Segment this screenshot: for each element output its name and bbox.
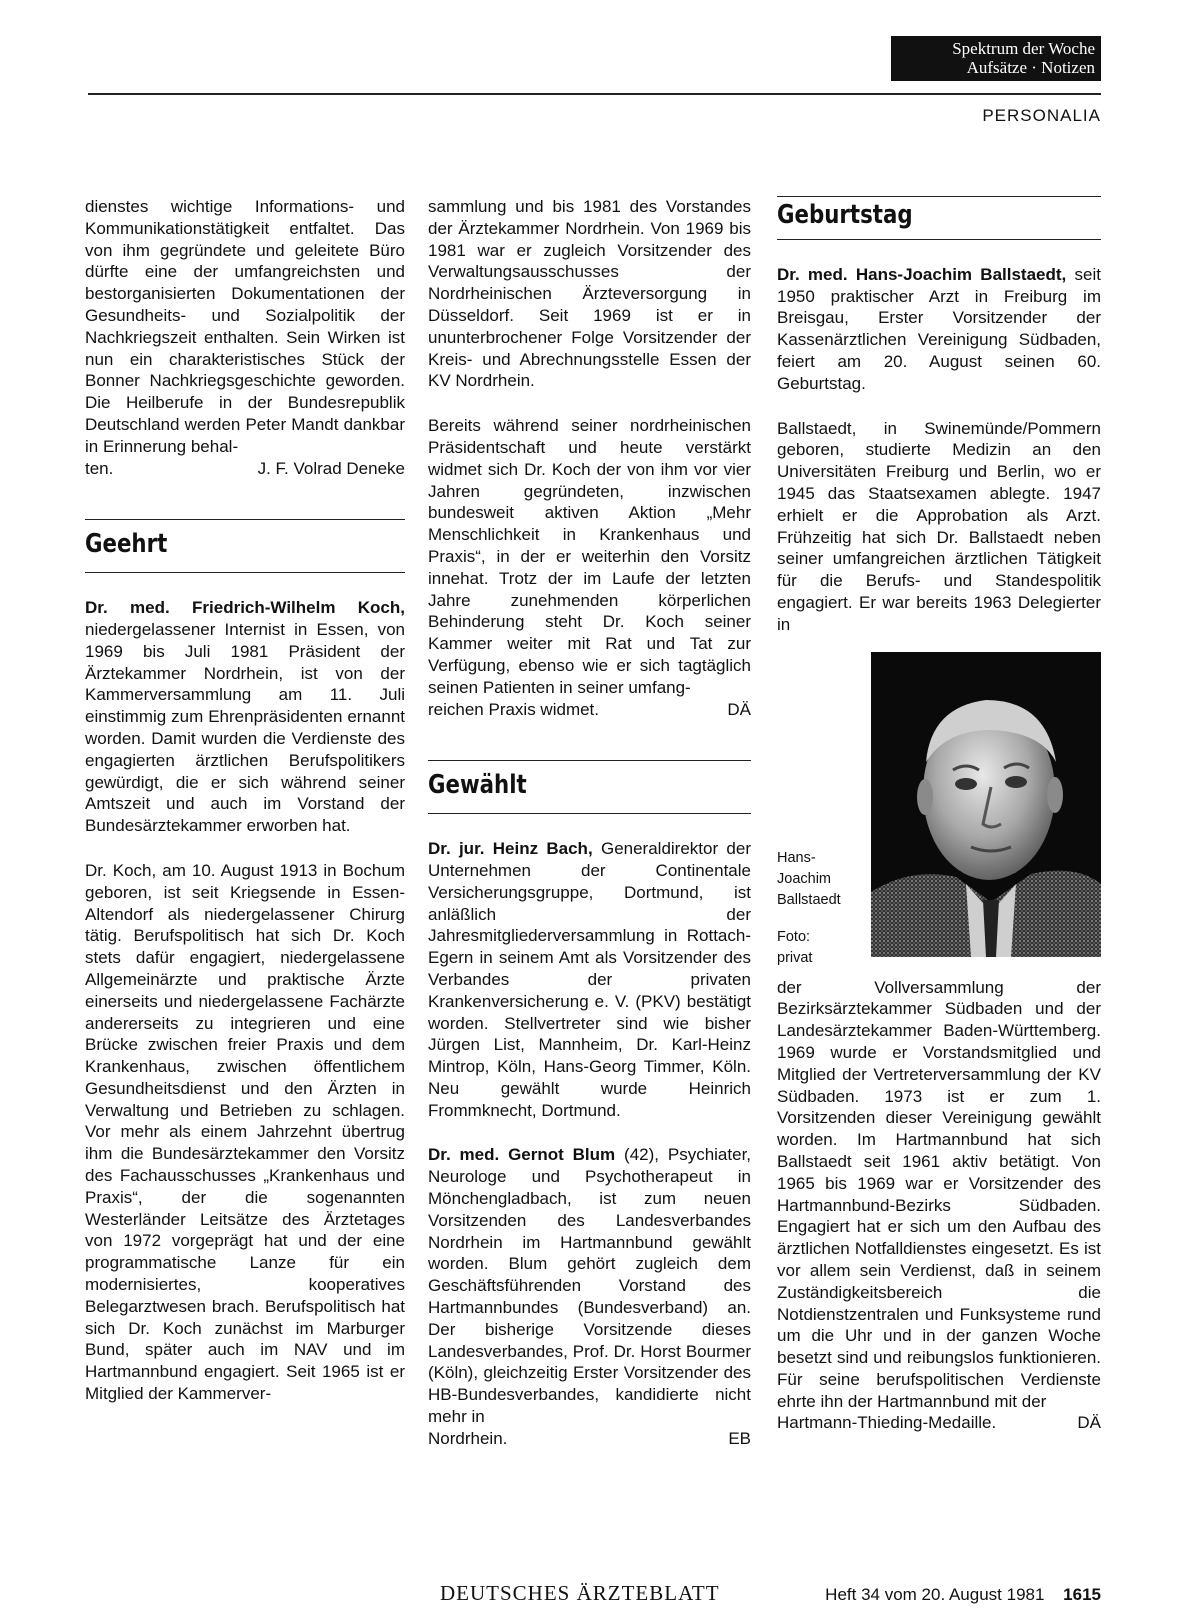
heading-wrap: [428, 761, 751, 813]
signature-row: [777, 1412, 1101, 1434]
paragraph: Ballstaedt, in Swinemünde/Pommern geboren, studierte Medizin an den Universitäten Freiburg und Berlin, wo er 1945 das Staatsexamen ablegte. 1947 erhielt er die Approbation als Arzt. Frühzeitig hat sich Dr. Ballstaedt neben seiner umfangreichen ärztlichen Tätigkeit für die Berufs- und Standespolitik engagiert. Er war bereits 1963 Delegierter in: [777, 418, 1101, 634]
section-label: PERSONALIA: [982, 106, 1101, 125]
signature-row: [85, 458, 405, 480]
paragraph-end: ten.: [85, 458, 114, 478]
paragraph: sammlung und bis 1981 des Vorstandes der Ärztekammer Nordrhein. Von 1969 bis 1981 war er zugleich Vorsitzender des Verwaltungsausschusses der Nordrheinischen Ärzteversorgung in Düsseldorf. Seit 1969 ist er in ununterbrochener Folge Vorsitzender der Kreis- und Abrechnungsstelle Essen der KV Nordrhein.: [428, 197, 751, 391]
caption-name-line: Joachim: [777, 870, 831, 887]
heading-geburtstag: Geburtstag: [777, 200, 913, 230]
signature-row: [428, 699, 751, 721]
section-header-box: [891, 36, 1101, 81]
issue-info: Heft 34 vom 20. August 1981: [825, 1585, 1045, 1604]
heading-geehrt: Geehrt: [85, 529, 168, 560]
column-3: [777, 196, 1101, 1434]
paragraph: [777, 264, 1101, 395]
column-2: [428, 196, 751, 1450]
heading-wrap: [85, 520, 405, 572]
paragraph: dienstes wichtige Informations- und Kommunikationstätigkeit entfaltet. Das von ihm gegründete und geleitete Büro dürfte eine der umfangreichsten und bestorganisierten Dokumentationen der Gesundheits- und Sozialpolitik der Nachkriegszeit enthalten. Sein Wirken ist nun ein charakteristisches Stück der Bonner Nachkriegsgeschichte geworden. Die Heilberufe in der Bundesrepublik Deutschland werden Peter Mandt dankbar in Erinnerung behal-: [85, 197, 405, 456]
heading-rule: [777, 239, 1101, 240]
journal-name: DEUTSCHES ÄRZTEBLATT: [440, 1581, 720, 1605]
paragraph-text: Generaldirektor der Unternehmen der Continentale Versicherungsgruppe, Dortmund, ist anläßlich der Jahresmitgliederversammlung in Rottach-Egern in seinem Amt als Vorsitzender des Verbandes der privaten Krankenversicherung e. V. (PKV) bestätigt worden. Stellvertreter sind wie bisher Jürgen List, Mannheim, Dr. Karl-Heinz Mintrop, Köln, Hans-Georg Timmer, Köln. Neu gewählt wurde Heinrich Frommknecht, Dortmund.: [428, 839, 751, 1120]
header-rule: [88, 93, 1101, 95]
header-box-line2: Aufsätze · Notizen: [966, 58, 1095, 77]
author-signature: J. F. Volrad Deneke: [257, 458, 405, 478]
heading-wrap: [777, 197, 1101, 239]
page-number: 1615: [1063, 1585, 1101, 1604]
signature-row: [428, 1428, 751, 1450]
caption-spacer: [777, 911, 867, 927]
paragraph-end: Nordrhein.: [428, 1428, 508, 1448]
heading-rule: [85, 572, 405, 573]
portrait-photo: [871, 652, 1101, 957]
paragraph: Bereits während seiner nordrheinischen Präsidentschaft und heute verstärkt widmet sich Dr. Koch der von ihm vor vier Jahren gegründeten, inzwischen bundesweit aktiven Aktion „Mehr Menschlichkeit in Krankenhaus und Praxis“, in der er weiterhin den Vorsitz innehat. Trotz der im Laufe der letzten Jahre zunehmenden körperlichen Behinderung steht Dr. Koch seiner Kammer weiter mit Rat und Tat zur Verfügung, ebenso wie er sich tagtäglich seinen Patienten in seiner umfang-: [428, 416, 751, 697]
paragraph: der Vollversammlung der Bezirksärztekammer Südbaden und der Landesärztekammer Baden-Württemberg. 1969 wurde er Vorstandsmitglied und Mitglied der Vertreterversammlung der KV Südbaden. 1973 ist er zum 1. Vorsitzenden dieser Vereinigung gewählt worden. Im Hartmannbund hat sich Ballstaedt seit 1961 aktiv betätigt. Von 1965 bis 1969 war er Vorsitzender des Hartmannbund-Bezirks Südbaden. Engagiert hat er sich um den Aufbau des ärztlichen Notfalldienstes eingesetzt. Es ist vor allem sein Verdienst, daß in seinem Zuständigkeitsbereich die Notdienstzentralen und Funksysteme rund um die Uhr und in der ganzen Woche besetzt sind und reibungslos funktionieren. Für seine berufspolitischen Verdienste ehrte ihn der Hartmannbund mit der: [777, 977, 1101, 1411]
author-signature: DÄ: [1077, 1413, 1101, 1433]
paragraph: Dr. Koch, am 10. August 1913 in Bochum geboren, ist seit Kriegsende in Essen-Altendorf als niedergelassener Chirurg tätig. Berufspolitisch hat sich Dr. Koch stets dafür engagiert, niedergelassene Allgemeinärzte und praktische Ärzte einerseits und niedergelassene Fachärzte andererseits zu integrieren und eine Brücke zwischen freier Praxis und dem Krankenhaus, zwischen öffentlichem Gesundheitsdienst und den Ärzten in Verwaltung und Betrieben zu schlagen. Vor mehr als einem Jahrzehnt übertrug ihm die Bundesärztekammer den Vorsitz des Fachausschusses „Krankenhaus und Praxis“, der die sogenannten Westerländer Leitsätze des Ärztetages von 1972 vorgeprägt hat und der eine programmatische Lanze für ein modernisiertes, kooperatives Belegarztwesen brach. Berufspolitisch hat sich Dr. Koch zunächst im Marburger Bund, später auch im NAV und im Hartmannbund engagiert. Seit 1965 ist er Mitglied der Kammerver-: [85, 860, 405, 1404]
paragraph-text: niedergelassener Internist in Essen, von 1969 bis Juli 1981 Präsident der Ärztekammer Nordrhein, ist von der Kammerversammlung am 11. Juli einstimmig zum Ehrenpräsidenten ernannt worden. Damit wurden die Verdienste des engagierten ärztlichen Berufspolitikers gewürdigt, die er sich während seiner Amtszeit und auch im Vorstand der Bundesärztekammer erworben hat.: [85, 619, 405, 836]
page-footer: [440, 1581, 1101, 1606]
author-signature: EB: [728, 1428, 751, 1448]
caption-credit-line: Foto:: [777, 928, 811, 945]
column-1: [85, 196, 405, 1428]
author-signature: DÄ: [727, 699, 751, 719]
paragraph-text: seit 1950 praktischer Arzt in Freiburg im Breisgau, Erster Vorsitzender der Kassenärztlichen Vereinigung Südbaden, feiert am 20. August seinen 60. Geburtstag.: [777, 264, 1101, 393]
paragraph-end: Hartmann-Thieding-Medaille.: [777, 1413, 997, 1433]
paragraph-text: (42), Psychiater, Neurologe und Psychotherapeut in Mönchengladbach, ist zum neuen Vorsitzenden des Landesverbandes Nordrhein im Hartmannbund gewählt worden. Blum gehört zugleich dem Geschäftsführenden Vorstand des Hartmannbundes (Bundesverband) an. Der bisherige Vorsitzende dieses Landesverbandes, Prof. Dr. Horst Bourmer (Köln), gleichzeitig Erster Vorsitzender des HB-Bundesverbandes, kandidierte nicht mehr in: [428, 1145, 752, 1427]
caption-name-line: Hans-: [777, 849, 816, 866]
heading-gewaehlt: Gewählt: [428, 770, 527, 801]
header-box-line1: Spektrum der Woche: [952, 39, 1095, 58]
paragraph-end: reichen Praxis widmet.: [428, 699, 600, 719]
person-name: Dr. jur. Heinz Bach,: [428, 839, 593, 859]
person-name: Dr. med. Gernot Blum: [428, 1145, 616, 1165]
person-name: Dr. med. Friedrich-Wilhelm Koch,: [85, 598, 405, 618]
photo-row: [777, 652, 1101, 969]
caption-name-line: Ballstaedt: [777, 891, 841, 908]
photo-caption: [777, 652, 867, 969]
person-name: Dr. med. Hans-Joachim Ballstaedt,: [777, 264, 1067, 284]
caption-credit-line: privat: [777, 949, 813, 966]
heading-rule: [428, 813, 751, 814]
paragraph: [428, 1144, 751, 1427]
paragraph: [428, 838, 751, 1121]
paragraph: [85, 597, 405, 837]
